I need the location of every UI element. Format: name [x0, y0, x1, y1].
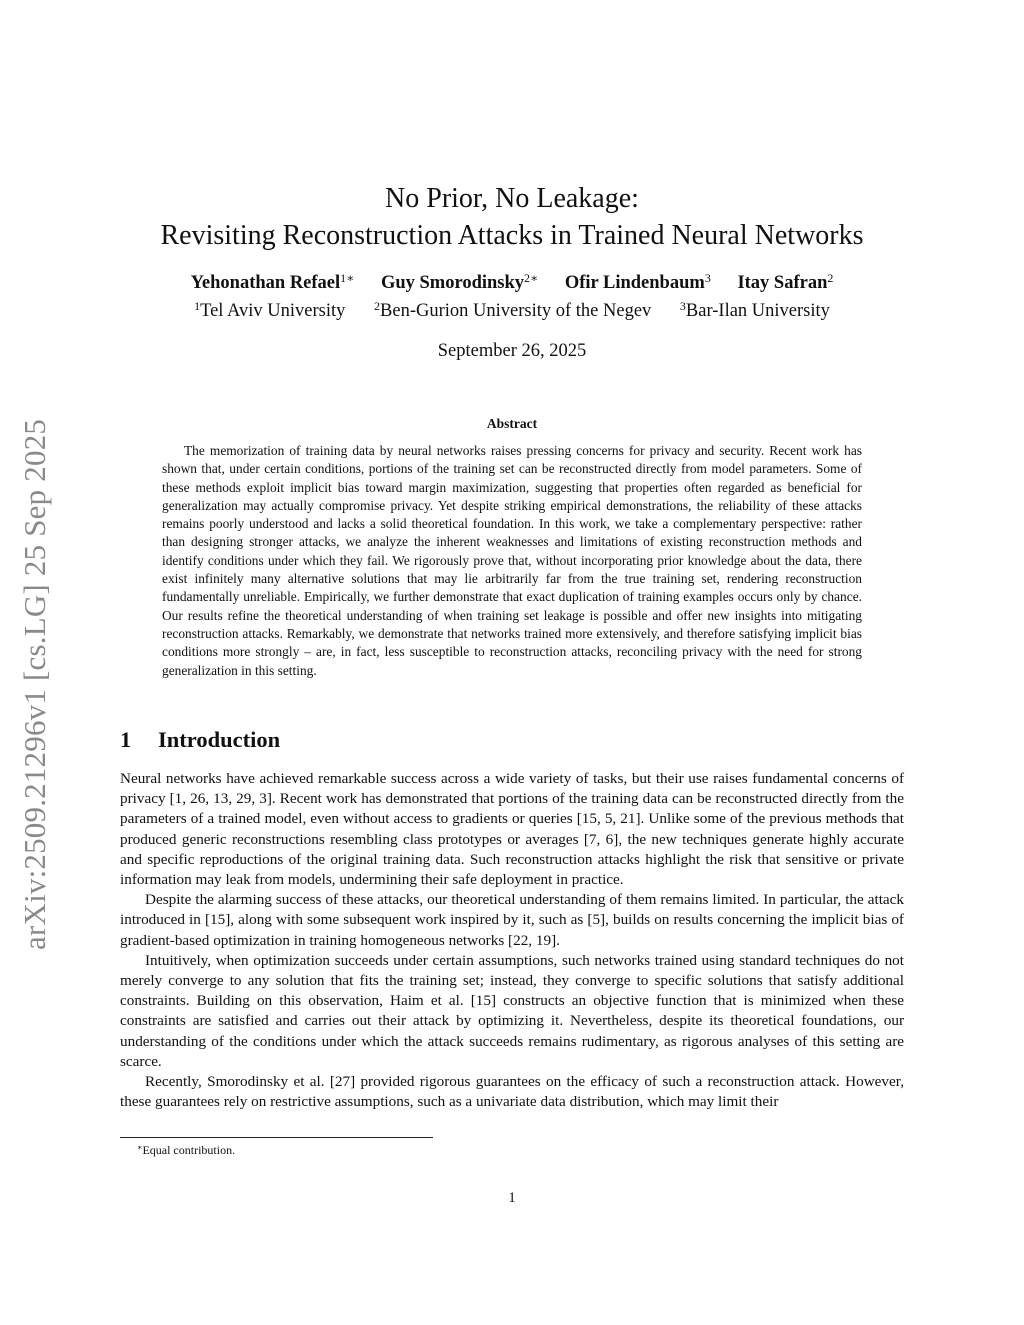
body-paragraph: Despite the alarming success of these attacks, our theoretical understanding of them remains limited. In particular, the attack introduced in [15], along with some subsequent work inspired by it, such as [5], builds on results concerning the implicit bias of gradient-based optimization in training homogeneous networks [22, 19]. — [120, 891, 904, 949]
section-body — [120, 769, 904, 1112]
author-affiliation-mark: 2 — [827, 271, 834, 285]
author — [565, 273, 711, 294]
affiliation — [680, 301, 830, 322]
affiliation-list — [0, 301, 1024, 322]
author-name: Itay Safran — [737, 273, 828, 293]
body-paragraph: Intuitively, when optimization succeeds under certain assumptions, such networks trained using standard techniques do not merely converge to any solution that fits the training set; instead, they converge to specific solutions that satisfy additional constraints. Building on this observation, Haim et al. [15] constructs an objective function that is minimized when these constraints are satisfied and carries out their attack by optimizing it. Nevertheless, despite its theoretical foundations, our understanding of the conditions under which the attack succeeds remains rudimentary, as rigorous analyses of this setting are scarce. — [120, 951, 904, 1070]
affiliation-mark: 1 — [194, 299, 201, 313]
author-list — [0, 273, 1024, 294]
affiliation-mark: 2 — [374, 299, 381, 313]
affiliation-name: Bar-Ilan University — [685, 301, 830, 321]
affiliation-name: Ben-Gurion University of the Negev — [380, 301, 652, 321]
title-line-1: No Prior, No Leakage: — [385, 183, 639, 214]
footnote-text: Equal contribution. — [142, 1143, 236, 1157]
author-affiliation-mark: 1∗ — [340, 271, 355, 285]
author-affiliation-mark: 2∗ — [524, 271, 539, 285]
section-heading — [120, 727, 280, 753]
arxiv-identifier-stamp: arXiv:2509.21296v1 [cs.LG] 25 Sep 2025 — [17, 418, 52, 950]
publication-date: September 26, 2025 — [437, 341, 587, 361]
body-paragraph: Recently, Smorodinsky et al. [27] provided rigorous guarantees on the efficacy of such a reconstruction attack. However, these guarantees rely on restrictive assumptions, such as a univariate data distribution, which may limit their — [120, 1073, 904, 1111]
author-name: Yehonathan Refael — [190, 273, 341, 293]
paper-title — [0, 180, 1024, 254]
abstract-heading: Abstract — [486, 416, 538, 431]
section-number: 1 — [120, 727, 132, 752]
affiliation — [194, 301, 345, 322]
author — [381, 273, 538, 294]
footnote-marker: ∗ — [137, 1143, 143, 1152]
author-name: Ofir Lindenbaum — [564, 273, 705, 293]
affiliation-name: Tel Aviv University — [200, 301, 346, 321]
footnote-divider — [120, 1137, 433, 1138]
author-affiliation-mark: 3 — [704, 271, 711, 285]
author — [191, 273, 355, 294]
footnote — [137, 1143, 235, 1158]
author-name: Guy Smorodinsky — [380, 273, 525, 293]
abstract-text: The memorization of training data by neural networks raises pressing concerns for privacy and security. Recent work has shown that, under certain conditions, portions of the training set can be reconstructed directly from model parameters. Some of these methods exploit implicit bias toward margin maximization, suggesting that properties often regarded as beneficial for generalization may actually compromise privacy. Yet despite striking empirical demonstrations, the reliability of these attacks remains poorly understood and lacks a solid theoretical foundation. In this work, we take a complementary perspective: rather than designing stronger attacks, we analyze the inherent weaknesses and limitations of existing reconstruction methods and identify conditions under which they fail. We rigorously prove that, without incorporating prior knowledge about the data, there exist infinitely many alternative solutions that may lie arbitrarily far from the true training set, rendering reconstruction fundamentally unreliable. Empirically, we further demonstrate that exact duplication of training examples occurs only by chance. Our results refine the theoretical understanding of when training set leakage is possible and offer new insights into mitigating reconstruction attacks. Remarkably, we demonstrate that networks trained more extensively, and therefore satisfying implicit bias conditions more strongly – are, in fact, less susceptible to reconstruction attacks, reconciling privacy with the need for strong generalization in this setting. — [162, 443, 862, 678]
title-line-2: Revisiting Reconstruction Attacks in Trained Neural Networks — [160, 220, 864, 251]
body-paragraph: Neural networks have achieved remarkable success across a wide variety of tasks, but their use raises fundamental concerns of privacy [1, 26, 13, 29, 3]. Recent work has demonstrated that portions of the training data can be reconstructed directly from the parameters of a trained model, even without access to gradients or queries [15, 5, 21]. Unlike some of the previous methods that produced generic reconstructions resembling class prototypes or averages [7, 6], the new techniques generate highly accurate and specific reproductions of the original training data. Such reconstruction attacks highlight the risk that sensitive or private information may leak from models, undermining their safe deployment in practice. — [120, 770, 904, 889]
section-title: Introduction — [158, 727, 281, 752]
author — [737, 273, 833, 294]
affiliation-mark: 3 — [679, 299, 686, 313]
page-number: 1 — [508, 1190, 516, 1206]
affiliation — [374, 301, 651, 322]
